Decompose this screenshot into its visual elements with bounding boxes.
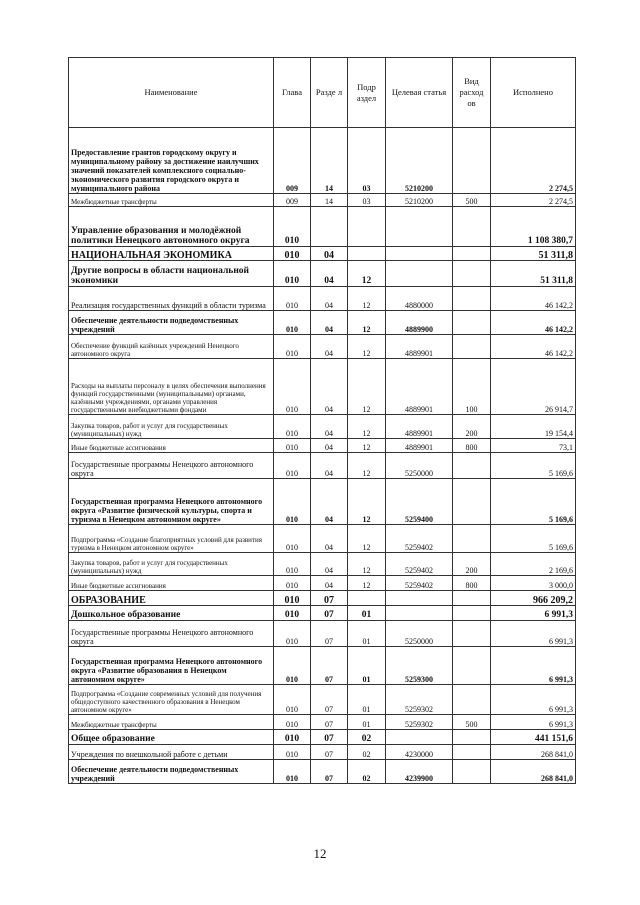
row-target: 4889901 (386, 359, 453, 415)
row-section: 07 (311, 606, 348, 621)
row-name: Подпрограмма «Создание современных условий для получения общедоступного качественного образования в Ненецком автономном округе» (69, 685, 274, 715)
budget-table (68, 57, 576, 784)
table-row (69, 287, 576, 311)
row-expense-type (453, 647, 491, 685)
row-target: 5250000 (386, 621, 453, 647)
row-subsection: 02 (348, 760, 386, 784)
row-section: 04 (311, 359, 348, 415)
header-executed: Исполнено (491, 58, 576, 128)
row-name: Управление образования и молодёжной политики Ненецкого автономного округа (69, 207, 274, 247)
row-section: 14 (311, 128, 348, 194)
row-name: Межбюджетные трансферты (69, 194, 274, 207)
header-expense-type: Вид расход ов (453, 58, 491, 128)
table-row (69, 335, 576, 359)
row-target: 4889901 (386, 439, 453, 453)
row-expense-type: 500 (453, 194, 491, 207)
row-expense-type (453, 311, 491, 335)
row-subsection: 01 (348, 621, 386, 647)
row-name: Дошкольное образование (69, 606, 274, 621)
row-executed: 6 991,3 (491, 621, 576, 647)
row-subsection: 01 (348, 606, 386, 621)
row-chapter: 010 (274, 715, 311, 730)
table-body (69, 128, 576, 784)
row-subsection: 12 (348, 261, 386, 287)
row-chapter: 010 (274, 525, 311, 553)
row-expense-type (453, 591, 491, 606)
row-section: 04 (311, 553, 348, 576)
row-section: 07 (311, 715, 348, 730)
row-expense-type (453, 453, 491, 479)
row-executed: 268 841,0 (491, 760, 576, 784)
row-executed: 2 274,5 (491, 194, 576, 207)
row-target: 4239900 (386, 760, 453, 784)
row-executed: 26 914,7 (491, 359, 576, 415)
row-name: ОБРАЗОВАНИЕ (69, 591, 274, 606)
table-row (69, 128, 576, 194)
row-executed: 73,1 (491, 439, 576, 453)
row-section: 04 (311, 247, 348, 261)
row-expense-type (453, 685, 491, 715)
row-section: 04 (311, 287, 348, 311)
table-row (69, 439, 576, 453)
table-row (69, 261, 576, 287)
row-name: Государственная программа Ненецкого автономного округа «Развитие образования в Ненецком автономном округе» (69, 647, 274, 685)
row-expense-type: 200 (453, 553, 491, 576)
row-expense-type (453, 525, 491, 553)
row-name: Учреждения по внешкольной работе с детьми (69, 745, 274, 760)
row-target: 5210200 (386, 194, 453, 207)
row-section: 04 (311, 453, 348, 479)
row-name: Государственная программа Ненецкого автономного округа «Развитие физической культуры, спорта и туризма в Ненецком автономном округе» (69, 479, 274, 525)
row-expense-type (453, 207, 491, 247)
row-target (386, 247, 453, 261)
row-chapter: 009 (274, 194, 311, 207)
row-subsection: 12 (348, 287, 386, 311)
row-subsection: 12 (348, 576, 386, 591)
row-expense-type: 800 (453, 576, 491, 591)
row-expense-type: 800 (453, 439, 491, 453)
table-row (69, 247, 576, 261)
table-row (69, 715, 576, 730)
table-row (69, 621, 576, 647)
row-name: Государственные программы Ненецкого автономного округа (69, 621, 274, 647)
row-name: Обеспечение деятельности подведомственных учреждений (69, 311, 274, 335)
row-section: 07 (311, 621, 348, 647)
table-header (69, 58, 576, 128)
row-chapter: 010 (274, 685, 311, 715)
row-subsection: 12 (348, 439, 386, 453)
row-subsection: 01 (348, 715, 386, 730)
row-executed: 6 991,3 (491, 606, 576, 621)
row-target: 4880000 (386, 287, 453, 311)
row-section: 07 (311, 647, 348, 685)
row-chapter: 010 (274, 479, 311, 525)
page-number: 12 (313, 846, 327, 861)
row-executed: 46 142,2 (491, 311, 576, 335)
row-chapter: 010 (274, 621, 311, 647)
table-row (69, 479, 576, 525)
row-target: 4889901 (386, 335, 453, 359)
row-section: 07 (311, 730, 348, 745)
table-row (69, 311, 576, 335)
table-row (69, 647, 576, 685)
row-name: Реализация государственных функций в области туризма (69, 287, 274, 311)
row-name: Расходы на выплаты персоналу в целях обеспечения выполнения функций государственными (муниципальными) органами, казёнными учреждениями, органами управления государственными внебюджетными фондами (69, 359, 274, 415)
row-expense-type (453, 261, 491, 287)
row-chapter: 010 (274, 287, 311, 311)
row-expense-type (453, 606, 491, 621)
row-name: НАЦИОНАЛЬНАЯ ЭКОНОМИКА (69, 247, 274, 261)
row-executed: 51 311,8 (491, 247, 576, 261)
row-subsection: 01 (348, 647, 386, 685)
header-name: Наименование (69, 58, 274, 128)
row-executed: 2 274,5 (491, 128, 576, 194)
table-row (69, 591, 576, 606)
row-executed: 268 841,0 (491, 745, 576, 760)
row-executed: 51 311,8 (491, 261, 576, 287)
table-row (69, 359, 576, 415)
row-chapter: 010 (274, 606, 311, 621)
row-subsection: 03 (348, 128, 386, 194)
row-subsection: 12 (348, 453, 386, 479)
row-executed: 46 142,2 (491, 335, 576, 359)
row-chapter: 010 (274, 745, 311, 760)
row-target: 5259402 (386, 525, 453, 553)
row-section: 07 (311, 745, 348, 760)
table-row (69, 685, 576, 715)
row-chapter: 010 (274, 553, 311, 576)
row-subsection: 12 (348, 525, 386, 553)
row-chapter: 010 (274, 261, 311, 287)
table-row (69, 525, 576, 553)
row-subsection: 12 (348, 553, 386, 576)
header-chapter: Глава (274, 58, 311, 128)
row-chapter: 010 (274, 576, 311, 591)
row-subsection: 03 (348, 194, 386, 207)
row-section (311, 207, 348, 247)
row-subsection: 02 (348, 730, 386, 745)
row-section: 04 (311, 439, 348, 453)
row-section: 07 (311, 760, 348, 784)
row-section: 04 (311, 479, 348, 525)
row-executed: 441 151,6 (491, 730, 576, 745)
row-target (386, 261, 453, 287)
header-section: Разде л (311, 58, 348, 128)
row-target: 5250000 (386, 453, 453, 479)
table-row (69, 760, 576, 784)
row-expense-type (453, 760, 491, 784)
row-expense-type (453, 287, 491, 311)
row-chapter: 009 (274, 128, 311, 194)
row-executed: 6 991,3 (491, 685, 576, 715)
row-section: 14 (311, 194, 348, 207)
table-row (69, 730, 576, 745)
table-row (69, 453, 576, 479)
row-executed: 1 108 380,7 (491, 207, 576, 247)
table-row (69, 576, 576, 591)
row-subsection (348, 207, 386, 247)
row-expense-type: 500 (453, 715, 491, 730)
row-target: 5259402 (386, 553, 453, 576)
row-executed: 3 000,0 (491, 576, 576, 591)
table-row (69, 745, 576, 760)
row-executed: 5 169,6 (491, 525, 576, 553)
row-target (386, 207, 453, 247)
row-section: 04 (311, 415, 348, 439)
row-target: 5210200 (386, 128, 453, 194)
row-executed: 5 169,6 (491, 453, 576, 479)
row-section: 04 (311, 261, 348, 287)
table-row (69, 207, 576, 247)
row-expense-type (453, 479, 491, 525)
row-chapter: 010 (274, 207, 311, 247)
row-target: 4230000 (386, 745, 453, 760)
row-name: Закупка товаров, работ и услуг для государственных (муниципальных) нужд (69, 415, 274, 439)
row-executed: 5 169,6 (491, 479, 576, 525)
row-chapter: 010 (274, 647, 311, 685)
row-name: Межбюджетные трансферты (69, 715, 274, 730)
row-target: 4889901 (386, 415, 453, 439)
row-section: 07 (311, 685, 348, 715)
row-name: Обеспечение функций казённых учреждений Ненецкого автономного округа (69, 335, 274, 359)
row-chapter: 010 (274, 439, 311, 453)
row-target (386, 730, 453, 745)
row-target: 5259300 (386, 647, 453, 685)
row-expense-type (453, 730, 491, 745)
row-section: 04 (311, 335, 348, 359)
row-target (386, 591, 453, 606)
header-target: Целевая статья (386, 58, 453, 128)
row-section: 04 (311, 576, 348, 591)
row-subsection (348, 591, 386, 606)
row-expense-type (453, 335, 491, 359)
row-target: 5259402 (386, 576, 453, 591)
row-subsection: 12 (348, 311, 386, 335)
row-expense-type (453, 247, 491, 261)
row-name: Иные бюджетные ассигнования (69, 576, 274, 591)
table-row (69, 553, 576, 576)
row-chapter: 010 (274, 335, 311, 359)
row-target: 5259400 (386, 479, 453, 525)
row-expense-type (453, 128, 491, 194)
row-section: 07 (311, 591, 348, 606)
row-target (386, 606, 453, 621)
row-chapter: 010 (274, 311, 311, 335)
row-name: Иные бюджетные ассигнования (69, 439, 274, 453)
row-expense-type: 200 (453, 415, 491, 439)
row-name: Предоставление грантов городскому округу и муниципальному району за достижение наилучших значений показателей комплексного социально-экономического развития городского округа и муниципального района (69, 128, 274, 194)
header-subsection: Подр аздел (348, 58, 386, 128)
row-name: Государственные программы Ненецкого автономного округа (69, 453, 274, 479)
table-row (69, 194, 576, 207)
row-subsection: 12 (348, 415, 386, 439)
row-subsection: 12 (348, 359, 386, 415)
table-row (69, 415, 576, 439)
row-chapter: 010 (274, 453, 311, 479)
row-subsection (348, 247, 386, 261)
row-executed: 2 169,6 (491, 553, 576, 576)
row-chapter: 010 (274, 591, 311, 606)
row-section: 04 (311, 311, 348, 335)
row-subsection: 02 (348, 745, 386, 760)
row-chapter: 010 (274, 760, 311, 784)
row-executed: 19 154,4 (491, 415, 576, 439)
row-chapter: 010 (274, 359, 311, 415)
row-subsection: 12 (348, 479, 386, 525)
row-chapter: 010 (274, 730, 311, 745)
table-row (69, 606, 576, 621)
row-executed: 46 142,2 (491, 287, 576, 311)
row-executed: 966 209,2 (491, 591, 576, 606)
row-target: 5259302 (386, 715, 453, 730)
row-executed: 6 991,3 (491, 715, 576, 730)
row-target: 4889900 (386, 311, 453, 335)
row-name: Другие вопросы в области национальной экономики (69, 261, 274, 287)
row-name: Закупка товаров, работ и услуг для государственных (муниципальных) нужд (69, 553, 274, 576)
row-name: Обеспечение деятельности подведомственных учреждений (69, 760, 274, 784)
row-expense-type (453, 745, 491, 760)
row-subsection: 12 (348, 335, 386, 359)
row-section: 04 (311, 525, 348, 553)
row-target: 5259302 (386, 685, 453, 715)
row-expense-type (453, 621, 491, 647)
row-name: Общее образование (69, 730, 274, 745)
row-subsection: 01 (348, 685, 386, 715)
row-chapter: 010 (274, 247, 311, 261)
row-expense-type: 100 (453, 359, 491, 415)
row-chapter: 010 (274, 415, 311, 439)
row-name: Подпрограмма «Создание благоприятных условий для развития туризма в Ненецком автономном округе» (69, 525, 274, 553)
row-executed: 6 991,3 (491, 647, 576, 685)
